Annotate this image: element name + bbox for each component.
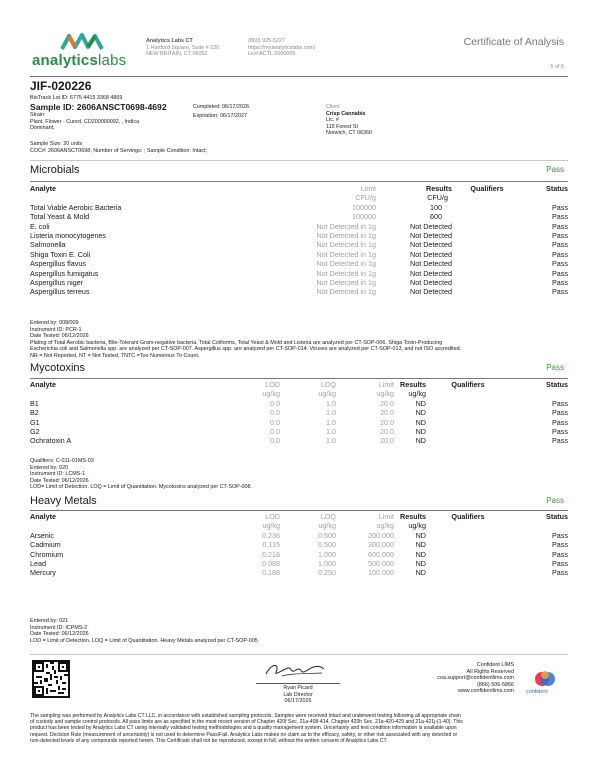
confident-line1: Confident LIMS: [476, 662, 514, 668]
mycotoxins-header-row: [30, 380, 568, 389]
table-row: [30, 287, 568, 296]
qualifier-value: [426, 408, 510, 417]
col-qualifiers: Qualifiers: [451, 380, 485, 389]
note-line: Instrument ID: PCR-1: [30, 326, 82, 333]
col-status: Status: [546, 512, 568, 521]
result-value: ND: [415, 568, 426, 578]
page-number: 5 of 5: [550, 64, 564, 70]
limit-value: Not Detected in 1g: [316, 287, 376, 297]
lod-value: 0.0: [270, 436, 280, 446]
lab-contact: [248, 38, 315, 58]
microbials-title: Microbials: [30, 164, 80, 176]
limit-value: Not Detected in 1g: [316, 221, 376, 231]
mycotoxins-table: [30, 380, 568, 446]
confident-phone: (866) 506-5866: [477, 681, 514, 688]
mycotoxins-unit-row: [30, 389, 568, 398]
table-row: [30, 259, 568, 268]
limit-value: 500.000: [368, 559, 394, 569]
qualifier-value: [452, 278, 522, 287]
note-line: Plating of Total Aerobic bacteria, Bile-Tolerant Gram-negative bacteria, Total Coliforms, Total Yeast & Mold and Listeria are analyzed per CT-SOP-006. Shiga Toxin-Producing: [30, 339, 443, 346]
lod-value: 0.216: [262, 549, 280, 559]
status-value: Pass: [552, 559, 568, 569]
qualifier-value: [426, 550, 510, 559]
note-line: Entered by: 021: [30, 618, 69, 624]
status-value: Pass: [552, 549, 568, 559]
mycotoxins-title: Mycotoxins: [30, 362, 86, 374]
lab-address-line2: NEW BRITAIN, CT 06052: [146, 51, 208, 58]
status-value: Pass: [552, 268, 568, 278]
qualifier-value: [426, 399, 510, 408]
lod-value: 0.188: [262, 568, 280, 578]
result-value: ND: [415, 559, 426, 569]
analyte-name: Aspergillus fumigatus: [30, 268, 99, 278]
limit-value: 600.000: [368, 549, 394, 559]
analytics-labs-logo-icon: [60, 32, 108, 52]
sample-size: Sample Size: 20 units: [30, 141, 83, 147]
expiration-date: Expiration: 06/17/2027: [193, 112, 247, 119]
limit-value: 200.000: [368, 540, 394, 550]
loq-value: 1.000: [318, 559, 336, 569]
status-value: Pass: [552, 278, 568, 288]
unit-results: CFU/g: [427, 193, 448, 203]
table-row: [30, 436, 568, 445]
strain-block: [30, 112, 139, 132]
analyte-name: Cadmium: [30, 540, 61, 550]
qualifier-value: [426, 418, 510, 427]
unit-results: ug/kg: [408, 389, 426, 399]
result-value: Not Detected: [410, 221, 452, 231]
mycotoxins-status-badge: Pass: [546, 363, 564, 372]
limit-value: Not Detected in 1g: [316, 249, 376, 259]
table-row: [30, 203, 568, 212]
result-value: ND: [415, 530, 426, 540]
lab-logo: [32, 32, 132, 70]
heavy-metals-divider: [30, 510, 568, 511]
strain-label: Strain:: [30, 112, 46, 118]
result-value: Not Detected: [410, 287, 452, 297]
status-value: Pass: [552, 202, 568, 212]
analyte-name: G1: [30, 417, 40, 427]
lab-info: [146, 38, 219, 58]
qualifier-value: [452, 240, 522, 249]
analyte-name: B2: [30, 408, 39, 418]
status-value: Pass: [552, 231, 568, 241]
table-row: [30, 240, 568, 249]
status-value: Pass: [552, 436, 568, 446]
analyte-name: Total Viable Aerobic Bacteria: [30, 202, 122, 212]
result-value: ND: [415, 408, 426, 418]
status-value: Pass: [552, 221, 568, 231]
signatory-date: 06/17/2026: [284, 698, 312, 705]
analyte-name: Aspergillus niger: [30, 278, 84, 288]
col-status: Status: [546, 184, 568, 193]
confident-line2: All Rights Reserved: [466, 668, 514, 675]
result-value: ND: [415, 398, 426, 408]
note-line: NR = Not Reported, NT = Not Tested, TNTC =Too Numerous To Count.: [30, 352, 200, 359]
note-line: LOD = Limit of Detection. LOQ = Limit of Quantitation. Heavy Metals analyzed per CT-SOP-005: [30, 637, 258, 644]
status-value: Pass: [552, 259, 568, 269]
table-row: [30, 550, 568, 559]
loq-value: 1.000: [318, 549, 336, 559]
col-loq: LOQ: [320, 512, 336, 521]
result-value: Not Detected: [410, 249, 452, 259]
loq-value: 1.0: [326, 427, 336, 437]
status-value: Pass: [552, 240, 568, 250]
loq-value: 1.0: [326, 408, 336, 418]
limit-value: 100.000: [368, 568, 394, 578]
microbials-divider: [30, 181, 568, 182]
limit-value: 100000: [352, 212, 376, 222]
analyte-name: E. coli: [30, 221, 50, 231]
lod-value: 0.0: [270, 398, 280, 408]
signatory-block: [256, 685, 340, 705]
limit-value: 20.0: [380, 427, 394, 437]
col-analyte: Analyte: [30, 512, 56, 521]
doc-title: Certificate of Analysis: [463, 36, 564, 48]
table-row: [30, 231, 568, 240]
disclaimer-line: of custody and sample control protocols. All pass limits are as specified in the most recent version of Chapter 420f Sec. 21a-408-414, Chapter 420h Sec. 21a-420-429 and 21a-421j-(1-40). This: [30, 719, 463, 726]
status-value: Pass: [552, 417, 568, 427]
analyte-name: B1: [30, 398, 39, 408]
status-value: Pass: [552, 540, 568, 550]
microbials-status-badge: Pass: [546, 165, 564, 174]
limit-value: Not Detected in 1g: [316, 231, 376, 241]
qualifier-value: [452, 203, 522, 212]
heavy-metals-title: Heavy Metals: [30, 495, 97, 507]
analyte-name: Mercury: [30, 568, 56, 578]
lod-value: 0.0: [270, 408, 280, 418]
analyte-name: Shiga Toxin E. Coli: [30, 249, 91, 259]
lab-phone: (860) 925-5227: [248, 38, 285, 44]
mycotoxins-divider: [30, 378, 568, 379]
client-address2: Norwich, CT 06360: [326, 130, 373, 137]
sample-id: Sample ID: 2606ANSCT0698-4692: [30, 102, 167, 112]
result-value: Not Detected: [410, 240, 452, 250]
disclaimer: [30, 713, 570, 744]
confident-logo-icon: [534, 670, 556, 688]
loq-value: 1.0: [326, 436, 336, 446]
result-value: Not Detected: [410, 278, 452, 288]
sample-title: JIF-020226: [30, 79, 92, 93]
lab-website[interactable]: https://myanalyticslabs.com/: [248, 44, 316, 51]
disclaimer-line: The sampling was performed by Analytics Labs CT LLC, in accordance with established sampling protocols. Samples were received intact and underwent testing following all appropriate chain: [30, 713, 461, 719]
unit-lod: ug/kg: [262, 521, 280, 531]
microbials-header-row: [30, 184, 568, 193]
result-value: ND: [415, 417, 426, 427]
qualifier-value: [452, 231, 522, 240]
lab-name: Analytics Labs CT: [146, 38, 193, 44]
col-results: Results: [400, 512, 426, 521]
qualifier-value: [426, 531, 510, 540]
client-label: Client: [326, 104, 340, 110]
note-line: LOD= Limit of Detection. LOQ = Limit of Quantitation. Mycotoxins analyzed per CT-SOP-008.: [30, 484, 253, 491]
result-value: 100: [430, 202, 442, 212]
analyte-name: Listeria monocytogenes: [30, 231, 106, 241]
table-row: [30, 212, 568, 221]
analyte-name: Arsenic: [30, 530, 54, 540]
heavy-metals-notes: [30, 618, 570, 644]
microbials-top-divider: [30, 160, 568, 161]
completed-date: Completed: 06/17/2026: [193, 104, 250, 110]
table-row: [30, 278, 568, 287]
note-line: Instrument ID: ICPMS-2: [30, 624, 88, 631]
unit-results: ug/kg: [408, 521, 426, 531]
result-value: ND: [415, 549, 426, 559]
result-value: Not Detected: [410, 259, 452, 269]
note-line: Entered by: 020: [30, 464, 69, 471]
qr-code-icon: [34, 662, 68, 696]
qualifier-value: [426, 540, 510, 549]
lod-value: 0.115: [262, 540, 280, 550]
col-limit: Limit: [378, 380, 394, 389]
result-value: ND: [415, 540, 426, 550]
lod-value: 0.0: [270, 417, 280, 427]
microbials-unit-row: [30, 193, 568, 202]
col-analyte: Analyte: [30, 184, 56, 193]
coc-info: COC#: 2606ANSCT0698; Number of Servings: ; Sample Condition: Intact;: [30, 148, 208, 154]
result-value: Not Detected: [410, 268, 452, 278]
signature-line: [256, 683, 340, 684]
col-qualifiers: Qualifiers: [470, 184, 504, 193]
status-value: Pass: [552, 212, 568, 222]
loq-value: 0.500: [318, 530, 336, 540]
table-row: [30, 269, 568, 278]
strain-value: Plant, Flower - Cured, CD200000092, , Indica: [30, 118, 140, 125]
col-results: Results: [426, 184, 452, 193]
signatory-title: Lab Director: [283, 691, 313, 698]
dates-block: [193, 104, 249, 119]
result-value: 600: [430, 212, 442, 222]
limit-value: 100000: [352, 202, 376, 212]
status-value: Pass: [552, 427, 568, 437]
limit-value: 20.0: [380, 398, 394, 408]
confident-lims-info: [437, 662, 514, 695]
analyte-name: Chromium: [30, 549, 64, 559]
heavy-metals-header-row: [30, 512, 568, 521]
lod-value: 0.236: [262, 530, 280, 540]
analyte-name: Ochratoxin A: [30, 436, 72, 446]
qualifier-value: [452, 269, 522, 278]
status-value: Pass: [552, 398, 568, 408]
limit-value: Not Detected in 1g: [316, 278, 376, 288]
limit-value: 20.0: [380, 436, 394, 446]
col-lod: LOD: [265, 380, 280, 389]
qualifier-value: [452, 287, 522, 296]
table-row: [30, 408, 568, 417]
qualifier-value: [426, 427, 510, 436]
heavy-metals-table: [30, 512, 568, 578]
qualifier-value: [426, 436, 510, 445]
lod-value: 0.0: [270, 427, 280, 437]
note-line: Date Tested: 06/12/2026: [30, 477, 89, 484]
limit-value: Not Detected in 1g: [316, 268, 376, 278]
confident-logo-text: confident: [526, 689, 548, 695]
logo-wordmark: analyticslabs: [32, 52, 127, 69]
disclaimer-line: request. Decision Rule (measurement of uncertainty) is not used to determine Pass/Fail. Analytics Labs makes no claim as to the efficacy, safety, or other risk associated with any detected or: [30, 731, 458, 738]
table-row: [30, 540, 568, 549]
unit-loq: ug/kg: [318, 389, 336, 399]
disclaimer-line: non-detected levels of any compounds reported herein. This Certificate shall not be reproduced, except in full, without the written consent of Analytics Labs CT.: [30, 737, 388, 744]
signature-icon: [262, 660, 332, 680]
client-license: Lic. #: [326, 117, 339, 124]
limit-value: 200.000: [368, 530, 394, 540]
result-value: ND: [415, 436, 426, 446]
table-row: [30, 418, 568, 427]
client-address1: 115 Forest St: [326, 123, 358, 130]
heavy-metals-unit-row: [30, 521, 568, 530]
heavy-metals-status-badge: Pass: [546, 496, 564, 505]
microbials-notes: [30, 320, 570, 360]
status-value: Pass: [552, 408, 568, 418]
unit-limit: CFU/g: [355, 193, 376, 203]
loq-value: 1.0: [326, 398, 336, 408]
confident-email[interactable]: coa.support@confidentlims.com: [437, 675, 514, 682]
signature-image: [262, 660, 332, 680]
confident-website[interactable]: www.confidentlims.com: [457, 688, 514, 695]
qualifier-value: [426, 568, 510, 577]
col-limit: Limit: [378, 512, 394, 521]
footer-divider: [30, 654, 568, 655]
signatory-name: Ryan Picard: [283, 685, 313, 691]
table-row: [30, 250, 568, 259]
analyte-name: Aspergillus flavus: [30, 259, 86, 269]
result-value: Not Detected: [410, 231, 452, 241]
header-divider: [30, 76, 568, 77]
note-line: Date Tested: 06/12/2026: [30, 333, 89, 340]
lab-license: Lic# ACTL.0000005: [248, 51, 296, 58]
loq-value: 0.500: [318, 540, 336, 550]
col-qualifiers: Qualifiers: [451, 512, 485, 521]
status-value: Pass: [552, 249, 568, 259]
col-lod: LOD: [265, 512, 280, 521]
loq-value: 1.0: [326, 417, 336, 427]
unit-loq: ug/kg: [318, 521, 336, 531]
unit-lod: ug/kg: [262, 389, 280, 399]
table-row: [30, 559, 568, 568]
col-loq: LOQ: [320, 380, 336, 389]
client-name: Crisp Cannabis: [326, 110, 366, 117]
qualifier-value: [452, 212, 522, 221]
analyte-name: Salmonella: [30, 240, 66, 250]
analyte-name: G2: [30, 427, 40, 437]
confident-logo: [526, 670, 566, 700]
analyte-name: Total Yeast & Mold: [30, 212, 90, 222]
table-row: [30, 399, 568, 408]
table-row: [30, 427, 568, 436]
client-block: [326, 104, 372, 137]
biotrack-id: BioTrack Lot ID: 6775 4415 3368 4869: [30, 95, 123, 101]
lab-address-line1: 1 Hartford Square, Suite # 230: [146, 44, 220, 51]
table-row: [30, 222, 568, 231]
loq-value: 0.250: [318, 568, 336, 578]
note-line: Qualifiers: C-011-01MS-03: [30, 458, 94, 464]
analyte-name: Aspergillus terreus: [30, 287, 90, 297]
qualifier-value: [452, 250, 522, 259]
qualifier-value: [452, 222, 522, 231]
limit-value: Not Detected in 1g: [316, 240, 376, 250]
col-limit: Limit: [360, 184, 376, 193]
mycotoxins-notes: [30, 458, 570, 491]
strain-value-2: Dominant,: [30, 125, 55, 132]
qr-code[interactable]: [32, 660, 70, 698]
col-results: Results: [400, 380, 426, 389]
lod-value: 0.088: [262, 559, 280, 569]
note-line: Instrument ID: LCMS-1: [30, 471, 86, 478]
unit-limit: ug/kg: [376, 521, 394, 531]
result-value: ND: [415, 427, 426, 437]
col-analyte: Analyte: [30, 380, 56, 389]
table-row: [30, 568, 568, 577]
col-status: Status: [546, 380, 568, 389]
limit-value: Not Detected in 1g: [316, 259, 376, 269]
qualifier-value: [452, 259, 522, 268]
note-line: Escherichia coli and Salmonella spp. are analyzed per CT-SOP-007. Aspergillus spp. are analyzed per CT-SOP-014. Viruses are analyzed per CT-SOP-013, and not ISO accredited.: [30, 346, 462, 353]
analyte-name: Lead: [30, 559, 46, 569]
note-line: Date Tested: 06/12/2026: [30, 631, 89, 638]
disclaimer-line: product has been tested by Analytics Labs CT using internally validated testing methodologies and a quality management system. Uncertainty and test condition information is available upon: [30, 725, 457, 732]
table-row: [30, 531, 568, 540]
note-line: Entered by: 008/009: [30, 320, 79, 326]
status-value: Pass: [552, 530, 568, 540]
limit-value: 20.0: [380, 408, 394, 418]
microbials-table: [30, 184, 568, 297]
limit-value: 20.0: [380, 417, 394, 427]
unit-limit: ug/kg: [376, 389, 394, 399]
status-value: Pass: [552, 568, 568, 578]
status-value: Pass: [552, 287, 568, 297]
qualifier-value: [426, 559, 510, 568]
